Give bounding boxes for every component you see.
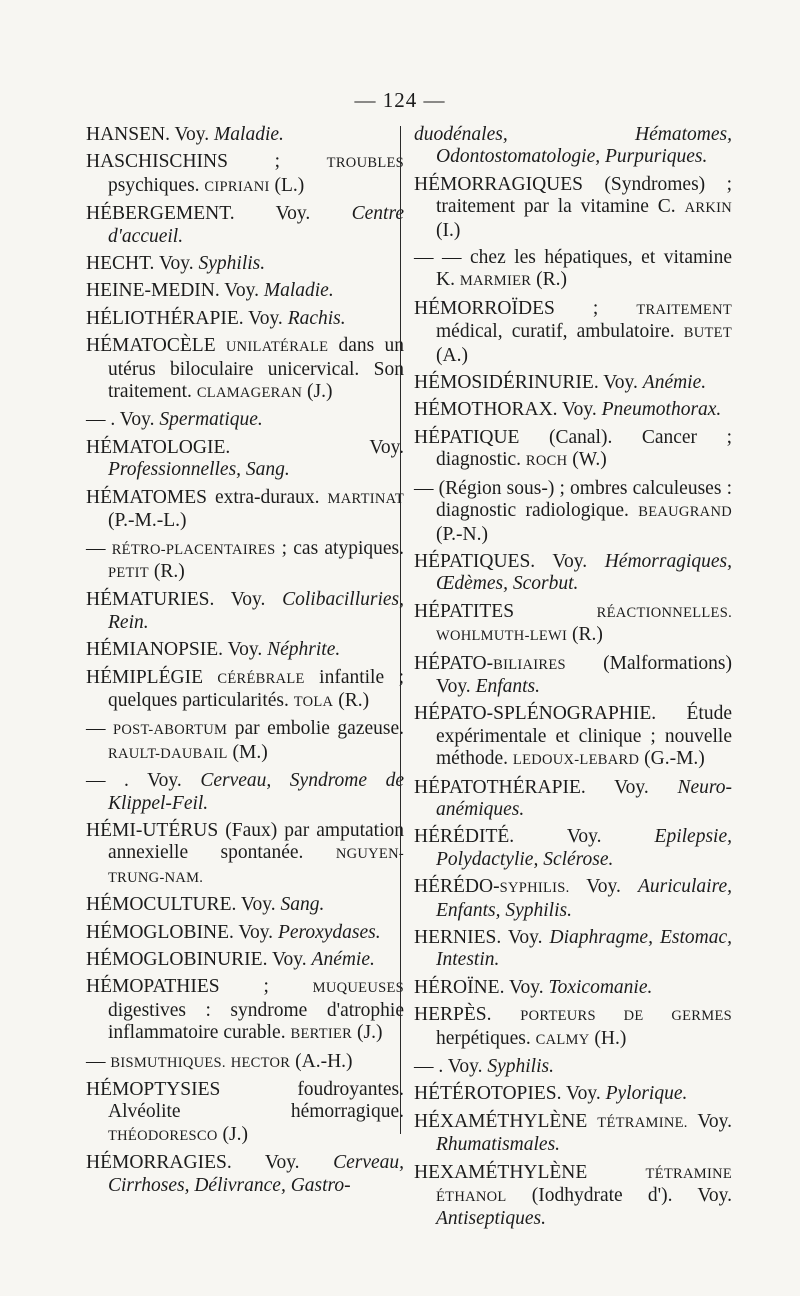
entry-text: — . Voy. xyxy=(414,1056,488,1078)
entry-text: HANSEN. Voy. xyxy=(86,124,215,145)
entry-reference-text: Colibacilluries, Rein. xyxy=(108,589,404,633)
index-entry xyxy=(86,976,404,1045)
entry-text: (R.) xyxy=(531,269,567,291)
entry-smallcaps-text: RAULT-DAUBAIL xyxy=(108,745,228,762)
index-column-left xyxy=(86,124,404,1202)
entry-reference-text: Auriculaire, Enfants, Syphilis. xyxy=(436,876,732,921)
entry-text: HÉMOSIDÉRINURIE. Voy. xyxy=(414,372,643,394)
entry-reference-text: Rachis. xyxy=(287,307,346,329)
entry-text: HÉPATOTHÉRAPIE. Voy. xyxy=(414,776,678,798)
entry-text: (A.-H.) xyxy=(290,1050,353,1072)
index-entry xyxy=(86,1152,404,1197)
entry-text: (P.-N.) xyxy=(436,523,488,545)
index-entry xyxy=(86,922,404,944)
entry-text: Voy. xyxy=(687,1110,732,1132)
index-entry xyxy=(86,949,404,971)
entry-text: HÉMOPTYSIES foudroyantes. Alvéolite hémorragique. xyxy=(86,1079,404,1123)
entry-text: (R.) xyxy=(333,689,370,711)
entry-text: (R.) xyxy=(148,560,185,582)
entry-smallcaps-text: WOHLMUTH-LEWI xyxy=(436,628,568,645)
entry-text: (Malformations) Voy. xyxy=(436,652,732,697)
entry-reference-text: Rhumatismales. xyxy=(436,1134,561,1156)
entry-text: HASCHISCHINS ; xyxy=(86,151,327,173)
entry-smallcaps-text: MUQUEUSES xyxy=(312,980,404,997)
entry-reference-text: Syphilis. xyxy=(487,1056,554,1078)
entry-text: (J.) xyxy=(217,1123,248,1145)
entry-reference-text: Maladie. xyxy=(214,124,284,145)
entry-text: — (Région sous-) ; ombres calculeuses : diagnostic radiologique. xyxy=(414,477,732,522)
index-entry xyxy=(86,203,404,248)
entry-text: herpétiques. xyxy=(436,1027,536,1049)
entry-text: (J.) xyxy=(302,381,333,403)
entry-text: HÉBERGEMENT. Voy. xyxy=(86,203,352,225)
entry-text: (A.) xyxy=(436,344,468,366)
entry-text: digestives : syndrome d'atrophie inflammatoire curable. xyxy=(108,999,404,1044)
index-entry xyxy=(414,1083,732,1105)
entry-text: — xyxy=(86,1050,111,1072)
entry-smallcaps-text: BUTET xyxy=(683,325,732,342)
entry-text: HÉMOPATHIES ; xyxy=(86,976,313,998)
entry-reference-text: Cerveau, Cirrhoses, Délivrance, Gastro- xyxy=(108,1152,404,1196)
entry-reference-text: Néphrite. xyxy=(267,639,341,661)
entry-text: (G.-M.) xyxy=(639,748,705,770)
entry-reference-text: Peroxydases. xyxy=(277,921,381,943)
entry-text: HÉTÉROTOPIES. Voy. xyxy=(414,1083,606,1105)
entry-smallcaps-text: RÉTRO-PLACENTAIRES xyxy=(111,541,276,558)
entry-text: HÉMATURIES. Voy. xyxy=(86,589,283,611)
entry-text: HÉMATOMES extra-duraux. xyxy=(86,486,328,508)
entry-text: médical, curatif, ambulatoire. xyxy=(436,321,684,343)
entry-reference-text: Maladie. xyxy=(263,280,334,302)
entry-smallcaps-text: POST-ABORTUM xyxy=(113,722,228,739)
entry-smallcaps-text: MARTINAT xyxy=(327,490,404,507)
index-entry xyxy=(414,124,732,169)
entry-text: — xyxy=(86,537,112,559)
index-entry xyxy=(86,124,404,146)
index-entry xyxy=(86,487,404,533)
entry-smallcaps-text: TÉTRAMINE. xyxy=(597,1114,688,1131)
entry-smallcaps-text: TOLA xyxy=(293,693,334,710)
index-entry xyxy=(86,1051,404,1074)
entry-smallcaps-text: CIPRIANI xyxy=(204,178,270,195)
entry-text: ; cas atypiques. xyxy=(275,537,404,559)
entry-text: HÉMI-UTÉRUS (Faux) par amputation annexielle spontanée. xyxy=(86,819,404,864)
index-entry xyxy=(414,1162,732,1231)
index-entry xyxy=(86,437,404,482)
index-entry xyxy=(86,253,404,275)
entry-smallcaps-text: BERTIER xyxy=(290,1026,353,1043)
entry-text: HEINE-MEDIN. Voy. xyxy=(86,280,264,302)
entry-smallcaps-text: BILIAIRES xyxy=(493,656,566,673)
index-entry xyxy=(414,372,732,394)
index-entry xyxy=(414,653,732,699)
index-entry xyxy=(414,174,732,242)
entry-reference-text: Pylorique. xyxy=(605,1083,688,1105)
index-entry xyxy=(86,718,404,765)
entry-reference-text: Anémie. xyxy=(311,949,375,970)
entry-reference-text: Anémie. xyxy=(642,372,707,394)
index-entry xyxy=(86,280,404,302)
index-entry xyxy=(414,427,732,473)
entry-reference-text: Spermatique. xyxy=(159,409,263,431)
entry-text: (R.) xyxy=(567,624,603,646)
index-entry xyxy=(414,247,732,293)
index-entry xyxy=(86,639,404,661)
index-entry xyxy=(414,478,732,546)
entry-smallcaps-text: TÉTRAMINE ÉTHANOL xyxy=(436,1165,732,1206)
index-entry xyxy=(86,409,404,431)
entry-smallcaps-text: ARKIN xyxy=(684,200,732,217)
index-entry xyxy=(86,589,404,634)
entry-smallcaps-text: CALMY xyxy=(535,1031,590,1048)
entry-text: HERNIES. Voy. xyxy=(414,927,550,948)
entry-smallcaps-text: CÉRÉBRALE xyxy=(217,670,305,687)
entry-text: HÉMIPLÉGIE xyxy=(86,666,218,688)
entry-smallcaps-text: CLAMAGERAN xyxy=(196,385,303,402)
entry-text: HÉMATOLOGIE. Voy. xyxy=(86,436,404,458)
entry-reference-text: Toxicomanie. xyxy=(548,976,653,998)
entry-smallcaps-text: TROUBLES xyxy=(326,155,404,172)
entry-text: HÉPATIQUES. Voy. xyxy=(414,550,605,572)
entry-text: dans un utérus biloculaire unicervical. Son traitement. xyxy=(108,335,404,403)
entry-text: (L.) xyxy=(269,174,305,196)
entry-text: HÉPATO- xyxy=(414,652,494,674)
entry-text: HÉPATIQUE (Canal). Cancer ; diagnostic. xyxy=(414,426,732,471)
index-entry xyxy=(414,551,732,596)
entry-smallcaps-text: LEDOUX-LEBARD xyxy=(512,752,640,769)
index-entry xyxy=(414,777,732,822)
index-column-right xyxy=(414,124,732,1236)
entry-reference-text: Syphilis. xyxy=(198,253,266,275)
entry-reference-text: Epilepsie, Polydactylie, Sclérose. xyxy=(436,826,732,870)
entry-text: HÉPATITES xyxy=(414,600,597,622)
entry-text: HÉMATOCÈLE xyxy=(86,335,226,357)
entry-smallcaps-text: BEAUGRAND xyxy=(638,504,732,521)
index-entry xyxy=(414,1111,732,1157)
entry-smallcaps-text: PORTEURS DE GERMES xyxy=(520,1008,732,1025)
entry-text: (H.) xyxy=(589,1027,627,1049)
entry-text: (Iodhydrate d'). Voy. xyxy=(506,1185,732,1207)
entry-text: HÉMOTHORAX. Voy. xyxy=(414,399,602,421)
index-entry xyxy=(86,820,404,889)
index-entry xyxy=(414,927,732,972)
index-entry xyxy=(414,1056,732,1078)
entry-text: HÉMIANOPSIE. Voy. xyxy=(86,639,268,661)
entry-smallcaps-text: PETIT xyxy=(108,564,149,581)
index-entry xyxy=(86,335,404,404)
column-divider xyxy=(400,126,401,1134)
entry-reference-text: Enfants. xyxy=(475,675,541,697)
entry-text: HERPÈS. xyxy=(414,1004,521,1026)
entry-smallcaps-text: NGUYEN-TRUNG-NAM. xyxy=(108,846,404,886)
index-entry xyxy=(414,703,732,771)
entry-text: HÉLIOTHÉRAPIE. Voy. xyxy=(86,307,288,329)
entry-text: psychiques. xyxy=(108,174,205,196)
entry-smallcaps-text: HECTOR xyxy=(230,1054,291,1071)
index-entry xyxy=(414,399,732,421)
entry-smallcaps-text: UNILATÉRALE xyxy=(225,339,329,356)
entry-text: HEXAMÉTHYLÈNE xyxy=(414,1161,646,1183)
index-entry xyxy=(86,667,404,714)
entry-text: HECHT. Voy. xyxy=(86,253,199,275)
entry-smallcaps-text: BISMUTHIQUES. xyxy=(110,1054,226,1071)
entry-text: HÉMORRAGIQUES (Syndromes) ; traitement par la vitamine C. xyxy=(414,173,732,218)
entry-text: (J.) xyxy=(352,1022,383,1044)
entry-text: HÉXAMÉTHYLÈNE xyxy=(414,1110,598,1132)
entry-reference-text: Hémorragiques, Œdèmes, Scorbut. xyxy=(436,550,732,595)
entry-text: HÉPATO-SPLÉNOGRAPHIE. Étude expérimentale et clinique ; nouvelle méthode. xyxy=(414,703,732,770)
entry-text: — . Voy. xyxy=(86,409,160,431)
entry-reference-text: Professionnelles, Sang. xyxy=(108,459,290,481)
entry-reference-text: Cerveau, Syndrome de Klippel-Feil. xyxy=(108,770,404,814)
entry-smallcaps-text: THÉODORESCO xyxy=(108,1127,218,1144)
page-number: — 124 — xyxy=(354,88,446,112)
entry-smallcaps-text: TRAITEMENT xyxy=(636,301,732,318)
entry-text: par embolie gazeuse. xyxy=(227,718,404,740)
entry-smallcaps-text: ROCH xyxy=(525,453,568,470)
entry-text: HÉMORRAGIES. Voy. xyxy=(86,1152,334,1174)
entry-smallcaps-text: RÉACTIONNELLES. xyxy=(596,604,732,621)
index-entry xyxy=(86,770,404,815)
entry-reference-text: Diaphragme, Estomac, Intestin. xyxy=(436,927,732,971)
entry-text: HÉMORROÏDES ; xyxy=(414,297,637,319)
entry-reference-text: Sang. xyxy=(280,894,325,916)
index-entry xyxy=(414,876,732,922)
index-entry xyxy=(414,826,732,871)
index-entry xyxy=(86,538,404,585)
entry-text: HÉMOCULTURE. Voy. xyxy=(86,894,281,916)
entry-reference-text: Pneumothorax. xyxy=(601,399,722,421)
entry-smallcaps-text: SYPHILIS. xyxy=(499,880,570,897)
entry-text: Voy. xyxy=(569,876,638,898)
index-entry xyxy=(414,298,732,367)
index-entry xyxy=(86,1079,404,1147)
entry-reference-text: Antiseptiques. xyxy=(436,1208,546,1230)
entry-reference-text: Neuro-anémiques. xyxy=(436,776,732,820)
entry-text: — xyxy=(86,718,113,740)
index-entry xyxy=(414,977,732,999)
index-entry xyxy=(86,151,404,198)
entry-text: (I.) xyxy=(436,219,461,241)
entry-text: HÉMOGLOBINE. Voy. xyxy=(86,921,278,943)
index-entry xyxy=(86,308,404,330)
entry-text: (W.) xyxy=(567,449,607,471)
entry-text: HÉMOGLOBINURIE. Voy. xyxy=(86,949,312,970)
entry-text: HÉRÉDO- xyxy=(414,876,500,898)
entry-text: (P.-M.-L.) xyxy=(108,510,187,532)
entry-text: HÉRÉDITÉ. Voy. xyxy=(414,826,655,848)
entry-text: infantile ; quelques particularités. xyxy=(108,666,404,711)
entry-reference-text: Centre d'accueil. xyxy=(108,203,404,247)
index-entry xyxy=(414,1004,732,1051)
index-entry xyxy=(414,601,732,648)
entry-reference-text: duodénales, Hématomes, Odontostomatologie, Purpuriques. xyxy=(414,124,732,168)
entry-text: — — chez les hépatiques, et vitamine K. xyxy=(414,247,732,291)
entry-text: HÉROÏNE. Voy. xyxy=(414,976,549,998)
entry-text: (M.) xyxy=(227,741,268,763)
entry-text: — . Voy. xyxy=(86,770,201,792)
index-entry xyxy=(86,894,404,916)
entry-smallcaps-text: MARMIER xyxy=(459,273,532,290)
